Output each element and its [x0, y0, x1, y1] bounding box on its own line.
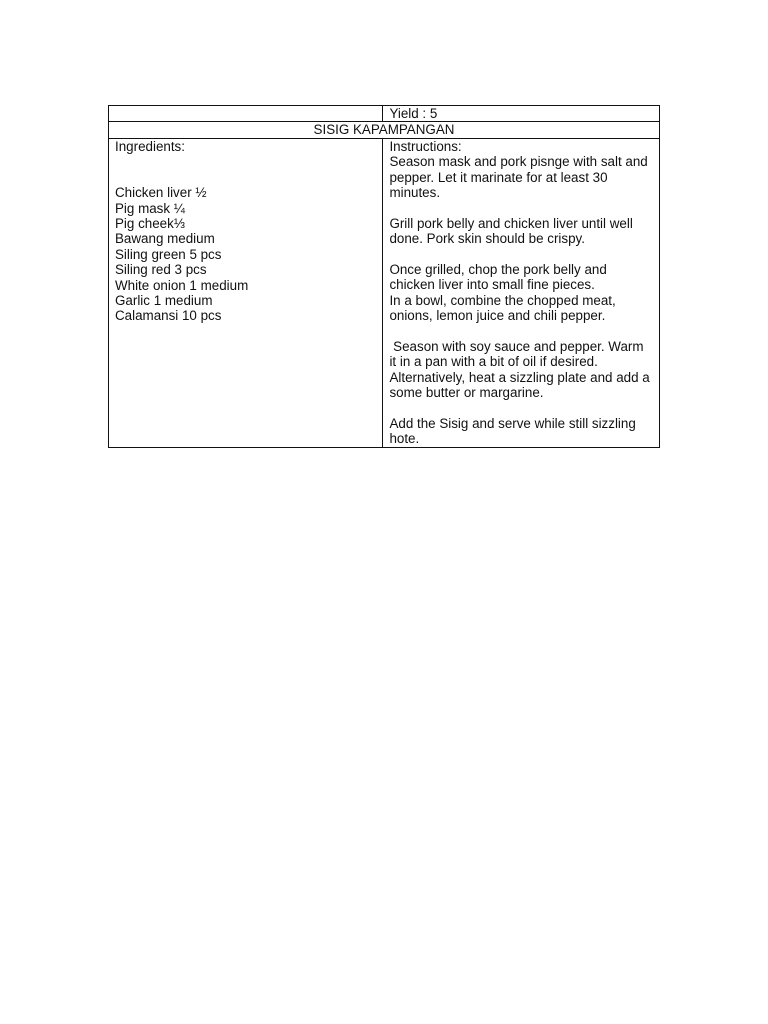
yield-empty-cell: [109, 106, 383, 122]
instructions-steps: [389, 154, 653, 447]
ingredient-item: Chicken liver ½: [115, 185, 207, 201]
ingredients-cell: [109, 138, 383, 447]
recipe-title: SISIG KAPAMPANGAN: [109, 122, 660, 138]
ingredient-item: Siling green 5 pcs: [115, 246, 222, 262]
content-row: [109, 138, 660, 447]
title-row: [109, 122, 660, 138]
recipe-table: [108, 105, 660, 448]
ingredients-spacer: [115, 154, 376, 185]
ingredient-item: Pig mask ¼: [115, 200, 185, 216]
ingredient-item: Siling red 3 pcs: [115, 262, 207, 278]
ingredients-list: [115, 185, 376, 324]
ingredient-item: White onion 1 medium: [115, 277, 249, 293]
yield-cell: Yield : 5: [383, 106, 660, 122]
instructions-heading: Instructions:: [389, 138, 462, 154]
ingredient-item: Bawang medium: [115, 231, 215, 247]
instruction-step: Season with soy sauce and pepper. Warm it in a pan with a bit of oil if desired. Alternatively, heat a sizzling plate and add a some butter or margarine.: [389, 339, 654, 401]
yield-row: [109, 106, 660, 122]
instruction-step: Season mask and pork pisnge with salt and pepper. Let it marinate for at least 30 minutes.: [389, 154, 648, 201]
instruction-step: Grill pork belly and chicken liver until well done. Pork skin should be crispy.: [389, 215, 633, 247]
ingredients-heading: Ingredients:: [115, 138, 185, 154]
instruction-step: Once grilled, chop the pork belly and chicken liver into small fine pieces.: [389, 262, 607, 293]
instruction-step: In a bowl, combine the chopped meat, onions, lemon juice and chili pepper.: [389, 292, 616, 324]
ingredient-item: Garlic 1 medium: [115, 293, 213, 309]
instructions-cell: [383, 138, 660, 447]
instruction-step: Add the Sisig and serve while still sizzling hote.: [389, 416, 636, 447]
ingredient-item: Pig cheek⅓: [115, 216, 185, 232]
ingredient-item: Calamansi 10 pcs: [115, 308, 222, 324]
